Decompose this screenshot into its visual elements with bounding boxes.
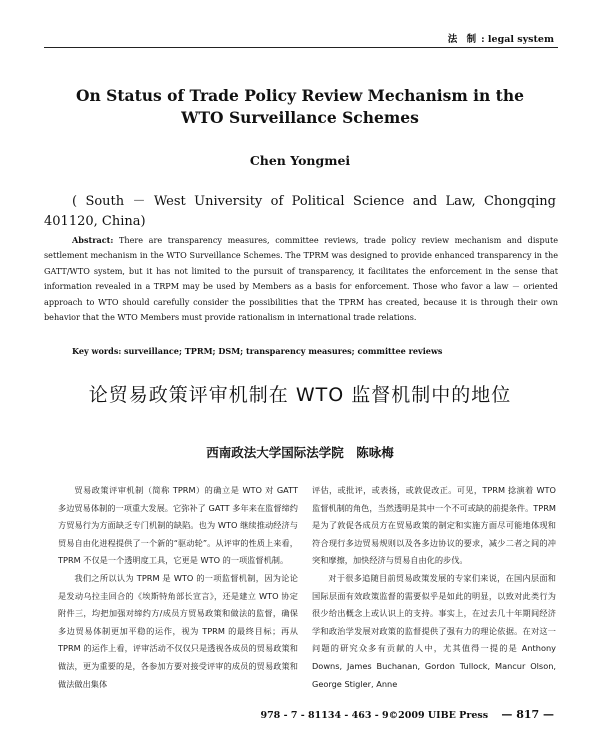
abstract — [44, 233, 558, 325]
author-name: Chen Yongmei — [249, 153, 351, 168]
keywords-label: Key words: — [72, 346, 122, 356]
abstract-text: There are transparency measures, committee reviews, trade policy review mechanism and dispute settlement mechanism in the WTO Surveillance Schemes. The TPRM was designed to provide enhanced transparency in the GATT/WTO system, but it has not limited to the pursuit of transparency, it facilitates the enforcement in the sense that information revealed in a TRPM may be used by Members as a basis for enforcement. Those who favor a law － oriented approach to WTO should carefully consider the possibilities that the TPRM has created, because it is through their own behavior that the WTO Members must provide rationalism in international trade relations. — [44, 235, 558, 323]
left-paragraph-1: 贸易政策评审机制（简称 TPRM）的确立是 WTO 对 GATT 多边贸易体制的一项重大发展。它弥补了 GATT 多年来在监督缔约方贸易行为方面缺乏专门机制的缺陷。也为 WTO 继续推动经济与贸易自由化进程提供了一个新的“驱动轮”。从评审的性质上来看，TPRM 不仅是一个透明度工具，它更是 WTO 的一项监督机制。 — [58, 485, 298, 566]
page-footer — [260, 708, 554, 721]
keywords — [44, 344, 558, 359]
keywords-text: surveillance; TPRM; DSM; transparency measures; committee reviews — [123, 346, 443, 356]
running-header — [448, 31, 554, 45]
body-column-right — [312, 482, 556, 693]
chinese-title: 论贸易政策评审机制在 WTO 监督机制中的地位 — [88, 384, 512, 406]
paper-title-line-2: WTO Surveillance Schemes — [181, 108, 419, 127]
paper-title-line-1: On Status of Trade Policy Review Mechanism in the — [76, 86, 524, 105]
body-column-left — [58, 482, 298, 693]
header-section-cn: 法 制 — [447, 34, 480, 45]
abstract-label: Abstract: — [72, 235, 114, 245]
footer-isbn: 978 - 7 - 81134 - 463 - 9©2009 UIBE Press — [260, 710, 489, 721]
chinese-author: 西南政法大学国际法学院 陈咏梅 — [206, 445, 394, 460]
left-paragraph-2: 我们之所以认为 TPRM 是 WTO 的一项监督机制，因为论论是发动乌拉圭回合的《埃斯特角部长宣言》，还是建立 WTO 协定附件三，均把加强对缔约方/成员方贸易政策和做法的监督，确保多边贸易体制更加平稳的运作，视为 TPRM 的最终目标；再从 TPRM 的运作上看，评审活动不仅仅只是透视各成员的贸易政策和做法，更为重要的是，各参加方要对接受评审的成员的贸易政策和做法做出集体 — [58, 572, 298, 689]
right-paragraph-2: 对于很多追随目前贸易政策发展的专家们来说，在国内层面和国际层面有效政策监督的需要似乎是如此的明显，以致对此类行为很少给出概念上或认识上的支持。事实上，在过去几十年期间经济学和政治学发展对政策的监督提供了强有力的理论依据。在对这一问题的研究众多有贡献的人中，尤其值得一提的是 Anthony Downs, James Buchanan, Gordon Tullock, Mancur Olson, George Stigler, Anne — [312, 572, 556, 689]
page-number: — 817 — — [501, 708, 554, 721]
affiliation-line-2: 401120, China) — [44, 214, 146, 229]
affiliation-line-1: ( South － West University of Political Science and Law, Chongqing — [72, 194, 556, 209]
header-rule — [44, 47, 558, 48]
header-separator: : — [481, 34, 485, 45]
header-section-en: legal system — [487, 34, 554, 45]
right-paragraph-1: 评估，或批评，或表扬，或敦促改正。可见，TPRM 捻演着 WTO 监督机制的角色，当然透明是其中一个不可或缺的前提条件。TPRM 是为了敦促各成员方在贸易政策的制定和实施方面尽可能地体现和符合现行多边贸易规则以及各多边协议的要求，减少二者之间的冲突和摩擦，加快经济与贸易自由化的步伐。 — [312, 485, 556, 566]
